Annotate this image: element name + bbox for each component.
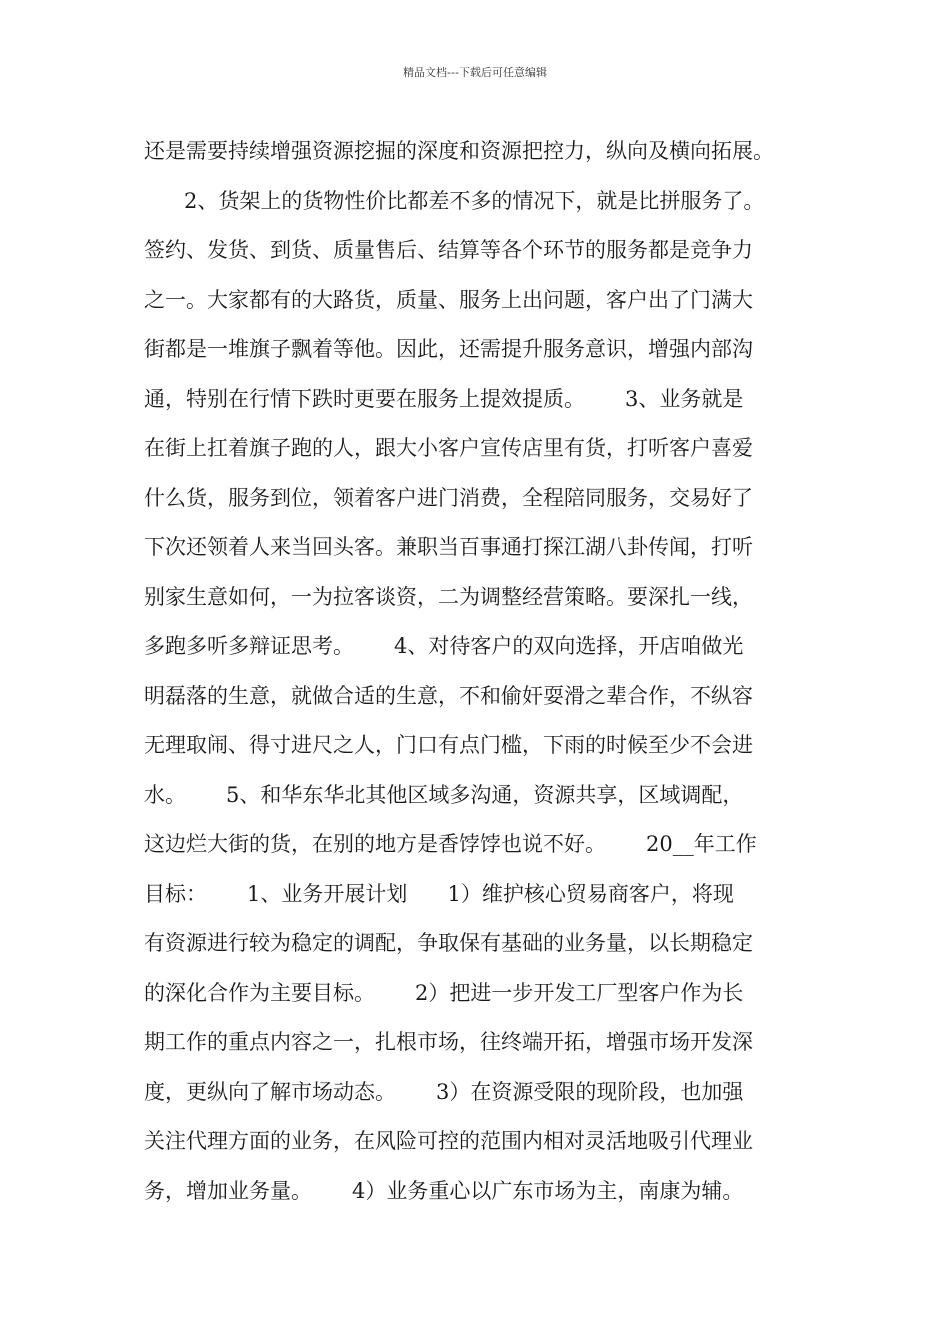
body-line: 关注代理方面的业务，在风险可控的范围内相对灵活地吸引代理业 xyxy=(144,1129,753,1153)
body-line: 期工作的重点内容之一，扎根市场，往终端开拓，增强市场开发深 xyxy=(144,1030,753,1054)
body-line: 无理取闹、得寸进尺之人，门口有点门槛，下雨的时候至少不会进 xyxy=(144,733,753,757)
body-line: 之一。大家都有的大路货，质量、服务上出问题，客户出了门满大 xyxy=(144,287,753,312)
page-header: 精品文档---下载后可任意编辑 xyxy=(403,66,547,79)
body-line: 这边烂大街的货，在别的地方是香饽饽也说不好。 20__年工作 xyxy=(144,832,757,856)
body-line: 通，特别在行情下跌时更要在服务上提效提质。 3、业务就是 xyxy=(144,386,744,411)
body-line: 签约、发货、到货、质量售后、结算等各个环节的服务都是竞争力 xyxy=(144,238,753,262)
body-line: 多跑多听多辩证思考。 4、对待客户的双向选择，开店咱做光 xyxy=(144,634,744,658)
body-line: 目标： 1、业务开展计划 1）维护核心贸易商客户，将现 xyxy=(144,881,734,906)
body-line: 度，更纵向了解市场动态。 3）在资源受限的现阶段，也加强 xyxy=(144,1079,744,1104)
body-line: 务，增加业务量。 4）业务重心以广东市场为主，南康为辅。 xyxy=(144,1178,744,1203)
body-line: 街都是一堆旗子飘着等他。因此，还需提升服务意识，增强内部沟 xyxy=(144,337,753,361)
body-line: 水。 5、和华东华北其他区域多沟通，资源共享，区域调配， xyxy=(144,782,744,807)
body-line: 明磊落的生意，就做合适的生意，不和偷奸耍滑之辈合作，不纵容 xyxy=(144,683,753,708)
body-line: 什么货，服务到位，领着客户进门消费，全程陪同服务，交易好了 xyxy=(144,485,753,510)
body-line: 的深化合作为主要目标。 2）把进一步开发工厂型客户作为长 xyxy=(144,980,744,1005)
body-line: 有资源进行较为稳定的调配，争取保有基础的业务量，以长期稳定 xyxy=(144,931,753,955)
body-line: 别家生意如何，一为拉客谈资，二为调整经营策略。要深扎一线， xyxy=(144,584,753,609)
body-line: 还是需要持续增强资源挖掘的深度和资源把控力，纵向及横向拓展。 xyxy=(144,139,774,163)
body-line: 2、货架上的货物性价比都差不多的情况下，就是比拼服务了。 xyxy=(144,188,765,213)
body-line: 下次还领着人来当回头客。兼职当百事通打探江湖八卦传闻，打听 xyxy=(144,535,753,559)
body-line: 在街上扛着旗子跑的人，跟大小客户宣传店里有货，打听客户喜爱 xyxy=(144,436,753,460)
document-body xyxy=(144,131,824,1220)
